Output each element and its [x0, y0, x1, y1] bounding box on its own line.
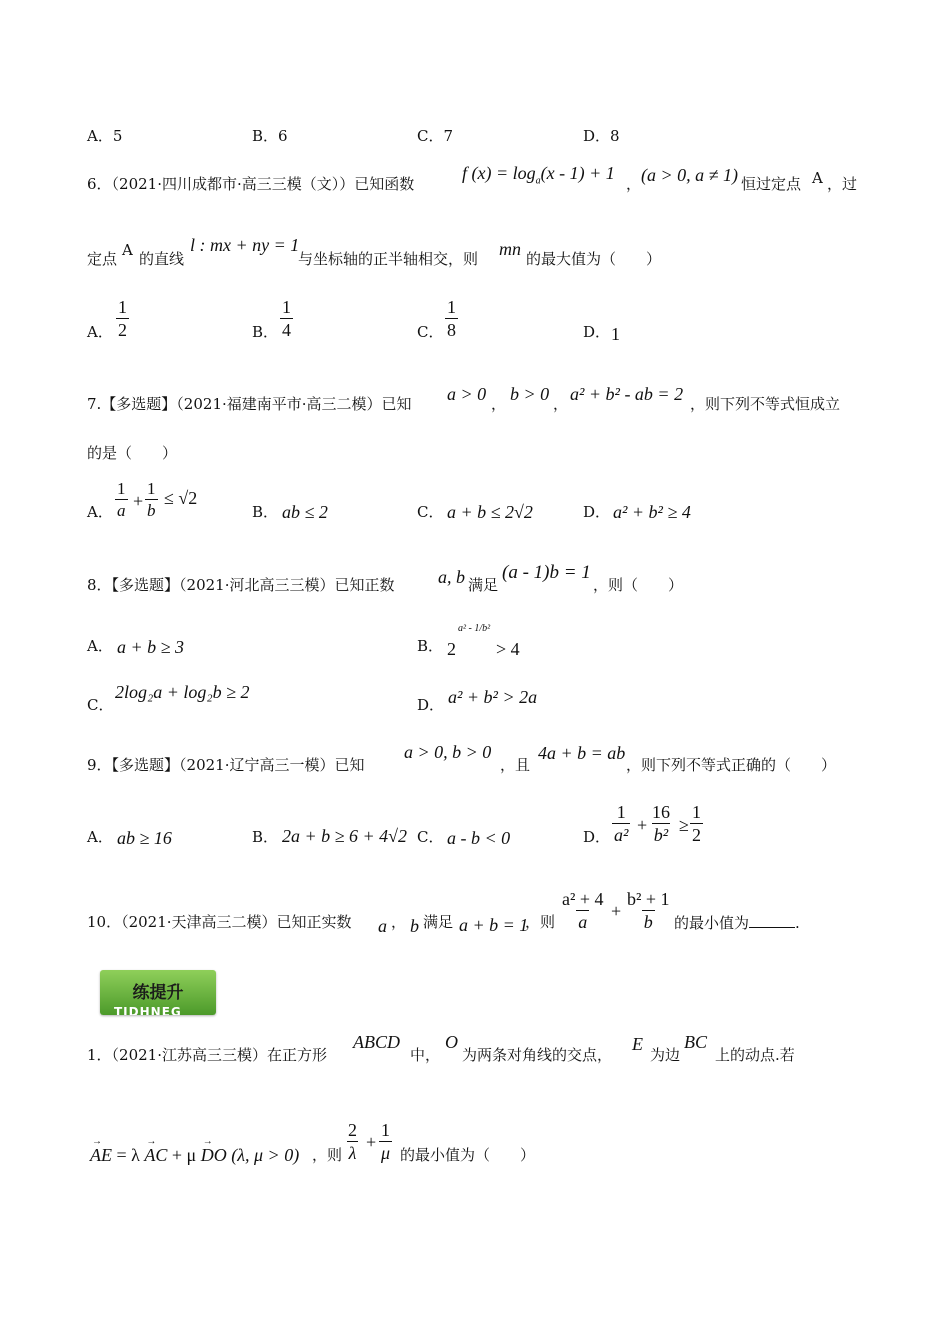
q10-frac2: $\frac{\text{b² + 1}}{b}$	[627, 889, 670, 932]
q11-frac1: $\frac{2}{\lambda}$	[348, 1120, 357, 1163]
q6-line-equation: l : mx + ny = 1	[190, 235, 300, 255]
q5-option-b: B．6	[252, 127, 288, 145]
q9-option-d-ge: ≥	[679, 815, 689, 835]
q7-option-a-rest: ≤ √2	[164, 488, 198, 508]
q9-equation: 4a + b = ab	[538, 743, 626, 763]
q11-e: E	[632, 1034, 643, 1054]
q5-option-a: A．5	[87, 127, 123, 145]
q6-text2: ，过	[827, 175, 858, 193]
q8-mid: 满足	[468, 576, 499, 594]
q9-tail: ，则下列不等式正确的（ ）	[626, 756, 837, 774]
q7-prefix: 7.【多选题】（2021·福建南平市·高三二模）已知	[87, 395, 412, 413]
q10-plus: +	[611, 901, 622, 921]
q9-condition: a > 0, b > 0	[404, 742, 492, 762]
q11-vector-expression: → AE = λ → AC + μ → DO (λ, μ > 0)	[90, 1146, 299, 1164]
q11-text1: 为两条对角线的交点，	[462, 1046, 613, 1064]
q6-label-b: B．	[252, 323, 279, 341]
q9-option-d-frac3: $\frac{1}{2}$	[692, 802, 701, 845]
q6-label-a: A．	[87, 323, 113, 341]
q7-label-c: C．	[417, 503, 444, 521]
q9-option-d-frac1: $\frac{1}{\text{a²}}$	[614, 802, 629, 845]
q11-text4: ，则	[312, 1146, 343, 1164]
q10-frac1: $\frac{\text{a² + 4}}{a}$	[562, 889, 604, 932]
q9-option-d-plus: +	[637, 815, 648, 835]
q7-label-b: B．	[252, 503, 279, 521]
q7-comma-2: ，	[553, 395, 569, 413]
q7-option-a-plus: +	[133, 491, 144, 511]
q6-label-c: C．	[417, 323, 444, 341]
q7-tail: ，则下列不等式恒成立	[690, 395, 841, 413]
q6-line2-c: 与坐标轴的正半轴相交，则	[298, 250, 479, 268]
q7-line2: 的是（ ）	[87, 444, 178, 462]
q8-prefix: 8．【多选题】（2021·河北高三三模）已知正数	[87, 576, 395, 594]
q7-option-b: ab ≤ 2	[282, 502, 328, 522]
q8-option-b-rest: > 4	[496, 639, 520, 659]
q9-label-a: A．	[87, 828, 113, 846]
section-badge-sub: TIDHNEG	[114, 1005, 182, 1015]
q6-sep: ，	[626, 175, 642, 193]
q8-label-c: C．	[87, 696, 114, 714]
q8-option-c: 2log₂a + log₂b ≥ 2	[115, 682, 250, 702]
q5-option-d: D．8	[583, 127, 620, 145]
q7-option-d: a² + b² ≥ 4	[613, 502, 691, 522]
q6-option-b-fraction: $\frac{1}{4}$	[282, 297, 291, 340]
q11-plus: +	[366, 1132, 377, 1152]
q8-equation: (a - 1)b = 1	[502, 562, 591, 583]
q6-function: f $(x) = \log_a(x - 1) + 1$	[462, 163, 615, 187]
q9-option-a: ab ≥ 16	[117, 828, 172, 848]
q10-mid: 满足	[423, 913, 454, 931]
q6-text1: 恒过定点	[741, 175, 802, 193]
q6-option-c-fraction: $\frac{1}{8}$	[447, 297, 456, 340]
q6-option-d: 1	[611, 324, 620, 344]
q10-var-b: b	[410, 916, 419, 936]
q10-prefix: 10．（2021·天津高三二模）已知正实数	[87, 913, 352, 931]
section-badge-label: 练提升	[132, 983, 184, 1003]
q7-cond-a: a > 0	[447, 384, 487, 404]
q11-text2: 为边	[650, 1046, 681, 1064]
q6-label-d: D．	[583, 323, 611, 341]
q8-option-d: a² + b² > 2a	[448, 687, 538, 707]
q6-condition: (a > 0, a ≠ 1)	[641, 165, 739, 185]
q9-option-d-frac2: $\frac{16}{\text{b²}}$	[652, 802, 670, 845]
q9-mid: ，且	[500, 756, 531, 774]
q8-option-b-base: 2	[447, 639, 456, 659]
q8-option-b-exponent: a² - 1/b²	[458, 623, 491, 634]
q8-option-a: a + b ≥ 3	[117, 637, 185, 657]
q9-option-c: a - b < 0	[447, 828, 511, 848]
q7-option-a-frac1: $\frac{1}{a}$	[117, 479, 126, 520]
q10-equation: a + b = 1	[459, 915, 529, 935]
q6-line2-b: 的直线	[139, 250, 185, 268]
q6-line2-d: 的最大值为（ ）	[526, 250, 662, 268]
q11-zhong: 中，	[410, 1046, 441, 1064]
q8-tail: ，则（ ）	[593, 576, 684, 594]
q11-abcd: ABCD	[353, 1032, 400, 1052]
q11-bc: BC	[684, 1032, 708, 1052]
q7-comma-1: ，	[491, 395, 507, 413]
q9-label-b: B．	[252, 828, 279, 846]
q6-prefix: 6．（2021·四川成都市·高三三模（文））已知函数	[87, 175, 415, 193]
q9-label-d: D．	[583, 828, 611, 846]
q7-label-a: A．	[87, 503, 113, 521]
q10-var-a: a	[378, 916, 387, 936]
q9-label-c: C．	[417, 828, 444, 846]
q6-option-a-fraction: $\frac{1}{2}$	[118, 297, 127, 340]
q11-tail: 的最小值为（ ）	[400, 1146, 536, 1164]
q8-label-b: B．	[417, 637, 444, 655]
q10-sep: ，	[391, 913, 407, 931]
q10-tail: 的最小值为 .	[674, 914, 800, 932]
q7-option-a-frac2: $\frac{1}{b}$	[147, 479, 156, 520]
section-badge	[100, 970, 216, 1015]
q7-option-c: a + b ≤ 2√2	[447, 502, 533, 522]
q11-prefix: 1．（2021·江苏高三三模）在正方形	[87, 1046, 327, 1064]
q6-line2-point-a: A	[122, 241, 133, 259]
q7-label-d: D．	[583, 503, 611, 521]
q8-label-a: A．	[87, 637, 113, 655]
q8-label-d: D．	[417, 696, 445, 714]
q8-vars: a, b	[438, 567, 465, 587]
q6-point-a: A	[812, 169, 823, 187]
answer-blank	[749, 915, 795, 928]
q6-mn: mn	[499, 239, 521, 259]
q6-line2-a: 定点	[87, 250, 118, 268]
q7-cond-c: a² + b² - ab = 2	[570, 384, 684, 404]
q9-prefix: 9．【多选题】（2021·辽宁高三一模）已知	[87, 756, 365, 774]
q11-frac2: $\frac{1}{\mu}$	[381, 1120, 391, 1163]
q11-o: O	[445, 1032, 458, 1052]
q11-text3: 上的动点.若	[715, 1046, 795, 1064]
q10-mid2: ，则	[525, 913, 556, 931]
q9-option-b: 2a + b ≥ 6 + 4√2	[282, 826, 408, 846]
q5-option-c: C．7	[417, 127, 454, 145]
q7-cond-b: b > 0	[510, 384, 550, 404]
